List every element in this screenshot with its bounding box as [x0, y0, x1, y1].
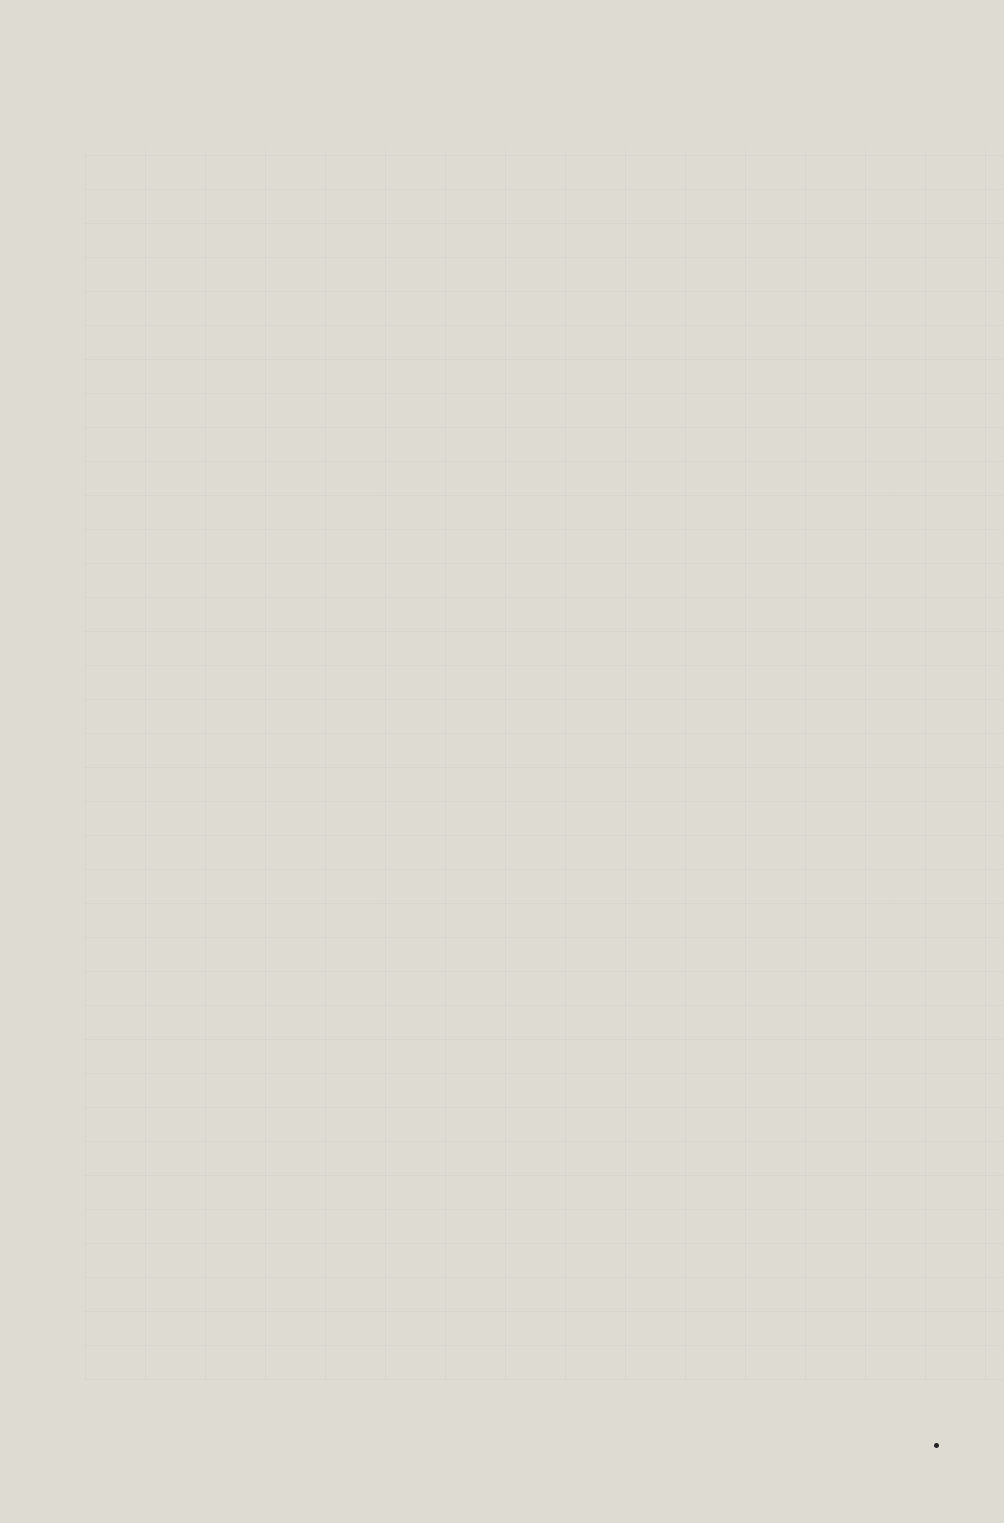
ink-dot	[934, 1443, 939, 1448]
